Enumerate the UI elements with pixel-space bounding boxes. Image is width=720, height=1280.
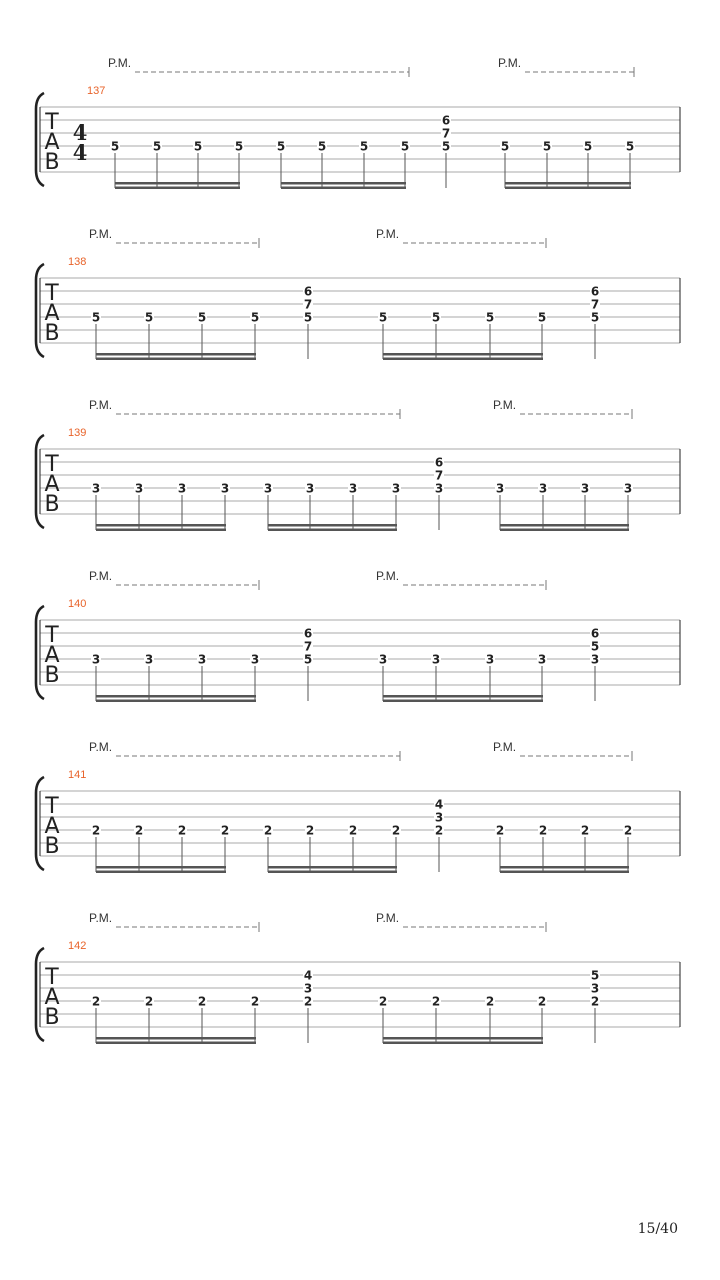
- page-number: 15/40: [637, 1221, 678, 1237]
- fret-number: 3: [538, 481, 548, 496]
- fret-number: 3: [431, 652, 441, 667]
- fret-number: 5: [583, 139, 593, 154]
- fret-number: 6: [441, 113, 451, 128]
- beam-secondary: [96, 871, 226, 874]
- beam-primary: [281, 182, 406, 185]
- fret-number: 2: [197, 994, 207, 1009]
- tab-clef-letter: B: [44, 663, 60, 688]
- beam-primary: [96, 353, 256, 356]
- palm-mute-label: P.M.: [376, 569, 400, 583]
- beam-secondary: [96, 1042, 256, 1045]
- fret-number: 5: [250, 310, 260, 325]
- palm-mute-label: P.M.: [89, 569, 113, 583]
- fret-number: 5: [590, 639, 600, 654]
- fret-number: 2: [250, 994, 260, 1009]
- beam-secondary: [383, 700, 543, 703]
- tab-clef-letter: B: [44, 150, 60, 175]
- fret-number: 5: [303, 310, 313, 325]
- measure-number: 142: [68, 940, 87, 952]
- beam-secondary: [96, 529, 226, 532]
- fret-number: 2: [485, 994, 495, 1009]
- fret-number: 5: [91, 310, 101, 325]
- beam-secondary: [505, 187, 631, 190]
- fret-number: 3: [220, 481, 230, 496]
- fret-number: 3: [134, 481, 144, 496]
- fret-number: 2: [348, 823, 358, 838]
- palm-mute-label: P.M.: [493, 740, 517, 754]
- fret-number: 3: [91, 652, 101, 667]
- fret-number: 3: [580, 481, 590, 496]
- beam-primary: [505, 182, 631, 185]
- fret-number: 3: [177, 481, 187, 496]
- fret-number: 2: [434, 823, 444, 838]
- fret-number: 2: [303, 994, 313, 1009]
- fret-number: 3: [434, 481, 444, 496]
- tab-clef-letter: T: [45, 281, 59, 306]
- beam-primary: [383, 353, 543, 356]
- beam-secondary: [268, 529, 397, 532]
- fret-number: 3: [305, 481, 315, 496]
- fret-number: 5: [303, 652, 313, 667]
- beam-primary: [500, 524, 629, 527]
- fret-number: 3: [495, 481, 505, 496]
- fret-number: 5: [317, 139, 327, 154]
- fret-number: 3: [391, 481, 401, 496]
- fret-number: 2: [177, 823, 187, 838]
- fret-number: 3: [590, 981, 600, 996]
- measure-number: 140: [68, 598, 87, 610]
- tab-clef-letter: A: [44, 814, 60, 839]
- fret-number: 3: [303, 981, 313, 996]
- time-signature-denominator: 4: [72, 140, 88, 165]
- beam-primary: [500, 866, 629, 869]
- fret-number: 5: [378, 310, 388, 325]
- beam-secondary: [500, 529, 629, 532]
- fret-number: 2: [378, 994, 388, 1009]
- fret-number: 3: [144, 652, 154, 667]
- beam-secondary: [96, 700, 256, 703]
- measure-number: 137: [87, 85, 106, 97]
- fret-number: 5: [537, 310, 547, 325]
- tab-clef-letter: B: [44, 834, 60, 859]
- beam-secondary: [500, 871, 629, 874]
- fret-number: 5: [542, 139, 552, 154]
- fret-number: 5: [276, 139, 286, 154]
- palm-mute-label: P.M.: [493, 398, 517, 412]
- beam-primary: [96, 524, 226, 527]
- fret-number: 6: [303, 284, 313, 299]
- fret-number: 5: [590, 968, 600, 983]
- fret-number: 2: [134, 823, 144, 838]
- beam-secondary: [281, 187, 406, 190]
- fret-number: 5: [431, 310, 441, 325]
- fret-number: 7: [303, 639, 313, 654]
- beam-primary: [268, 866, 397, 869]
- fret-number: 3: [263, 481, 273, 496]
- beam-primary: [96, 1037, 256, 1040]
- fret-number: 6: [590, 284, 600, 299]
- palm-mute-label: P.M.: [89, 740, 113, 754]
- fret-number: 5: [110, 139, 120, 154]
- fret-number: 7: [303, 297, 313, 312]
- tab-clef-letter: B: [44, 1005, 60, 1030]
- fret-number: 5: [625, 139, 635, 154]
- fret-number: 7: [590, 297, 600, 312]
- fret-number: 2: [495, 823, 505, 838]
- measure-number: 139: [68, 427, 87, 439]
- tab-clef-letter: B: [44, 321, 60, 346]
- fret-number: 3: [378, 652, 388, 667]
- beam-primary: [268, 524, 397, 527]
- tab-clef-letter: T: [45, 452, 59, 477]
- fret-number: 3: [590, 652, 600, 667]
- fret-number: 5: [144, 310, 154, 325]
- fret-number: 2: [220, 823, 230, 838]
- tab-clef-letter: T: [45, 110, 59, 135]
- beam-secondary: [383, 358, 543, 361]
- tab-clef-letter: T: [45, 794, 59, 819]
- fret-number: 2: [537, 994, 547, 1009]
- fret-number: 2: [91, 994, 101, 1009]
- tab-clef-letter: T: [45, 965, 59, 990]
- beam-primary: [96, 866, 226, 869]
- fret-number: 3: [197, 652, 207, 667]
- fret-number: 3: [537, 652, 547, 667]
- fret-number: 5: [590, 310, 600, 325]
- tab-clef-letter: T: [45, 623, 59, 648]
- fret-number: 4: [303, 968, 313, 983]
- fret-number: 3: [434, 810, 444, 825]
- palm-mute-label: P.M.: [89, 398, 113, 412]
- fret-number: 2: [91, 823, 101, 838]
- fret-number: 2: [623, 823, 633, 838]
- fret-number: 2: [305, 823, 315, 838]
- beam-primary: [383, 1037, 543, 1040]
- fret-number: 4: [434, 797, 444, 812]
- fret-number: 3: [91, 481, 101, 496]
- beam-secondary: [115, 187, 240, 190]
- fret-number: 2: [144, 994, 154, 1009]
- tab-clef-letter: A: [44, 301, 60, 326]
- fret-number: 6: [303, 626, 313, 641]
- palm-mute-label: P.M.: [498, 56, 522, 70]
- beam-secondary: [268, 871, 397, 874]
- fret-number: 5: [152, 139, 162, 154]
- palm-mute-label: P.M.: [108, 56, 132, 70]
- beam-primary: [383, 695, 543, 698]
- fret-number: 3: [348, 481, 358, 496]
- fret-number: 5: [500, 139, 510, 154]
- fret-number: 2: [391, 823, 401, 838]
- palm-mute-label: P.M.: [89, 227, 113, 241]
- measure-number: 138: [68, 256, 87, 268]
- fret-number: 2: [538, 823, 548, 838]
- tab-clef-letter: A: [44, 643, 60, 668]
- time-signature-numerator: 4: [72, 120, 88, 145]
- fret-number: 2: [263, 823, 273, 838]
- fret-number: 2: [580, 823, 590, 838]
- tab-clef-letter: B: [44, 492, 60, 517]
- fret-number: 2: [590, 994, 600, 1009]
- fret-number: 5: [441, 139, 451, 154]
- fret-number: 2: [431, 994, 441, 1009]
- fret-number: 7: [441, 126, 451, 141]
- fret-number: 5: [485, 310, 495, 325]
- fret-number: 5: [359, 139, 369, 154]
- fret-number: 6: [590, 626, 600, 641]
- fret-number: 5: [400, 139, 410, 154]
- fret-number: 3: [623, 481, 633, 496]
- tab-clef-letter: A: [44, 130, 60, 155]
- fret-number: 5: [197, 310, 207, 325]
- beam-secondary: [383, 1042, 543, 1045]
- measure-number: 141: [68, 769, 87, 781]
- fret-number: 3: [250, 652, 260, 667]
- palm-mute-label: P.M.: [376, 911, 400, 925]
- fret-number: 5: [193, 139, 203, 154]
- beam-secondary: [96, 358, 256, 361]
- palm-mute-label: P.M.: [89, 911, 113, 925]
- beam-primary: [115, 182, 240, 185]
- fret-number: 3: [485, 652, 495, 667]
- tab-clef-letter: A: [44, 985, 60, 1010]
- palm-mute-label: P.M.: [376, 227, 400, 241]
- beam-primary: [96, 695, 256, 698]
- tab-clef-letter: A: [44, 472, 60, 497]
- fret-number: 5: [234, 139, 244, 154]
- fret-number: 7: [434, 468, 444, 483]
- fret-number: 6: [434, 455, 444, 470]
